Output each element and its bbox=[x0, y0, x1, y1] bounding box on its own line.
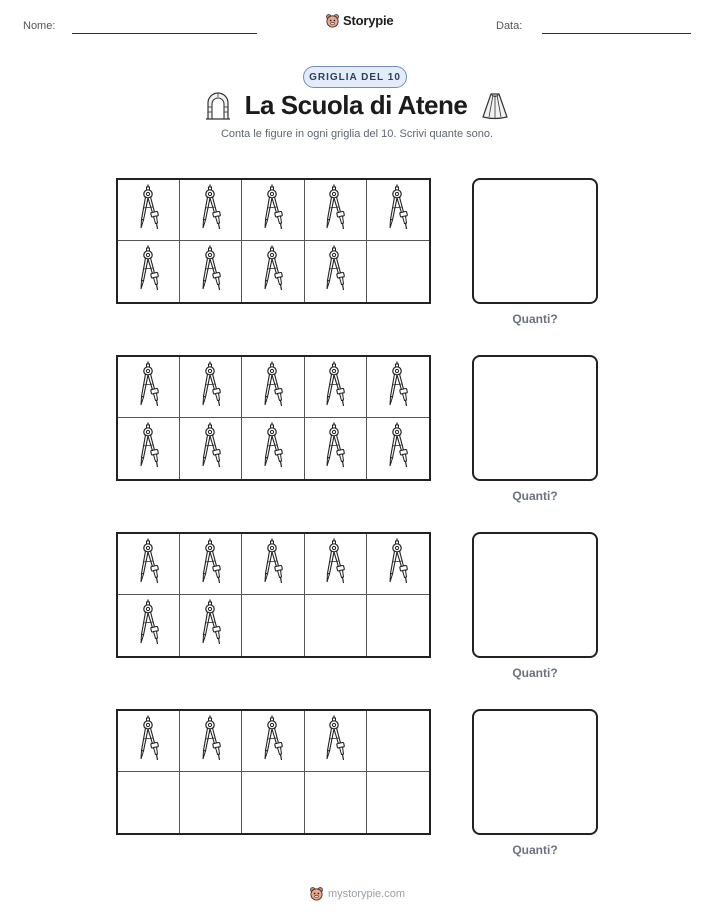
ten-frame-cell bbox=[118, 418, 180, 479]
ten-frame-cell bbox=[180, 595, 242, 656]
ten-frame-cell bbox=[305, 711, 367, 772]
ten-frame-cell bbox=[118, 595, 180, 656]
compass-icon bbox=[194, 538, 228, 591]
compass-icon bbox=[318, 184, 352, 237]
ten-frame-cell bbox=[367, 241, 429, 302]
ten-frame-cell bbox=[242, 772, 304, 833]
compass-icon bbox=[256, 184, 290, 237]
ten-frame-cell bbox=[118, 241, 180, 302]
answer-label-3: Quanti? bbox=[512, 666, 558, 680]
brand-name: Storypie bbox=[343, 13, 394, 28]
ten-frame-cell bbox=[180, 534, 242, 595]
name-label: Nome: bbox=[23, 20, 56, 32]
arch-icon bbox=[205, 92, 231, 120]
title-row bbox=[0, 90, 714, 121]
bear-icon bbox=[309, 886, 324, 901]
ten-frame-cell bbox=[118, 772, 180, 833]
worksheet-badge: GRIGLIA DEL 10 bbox=[303, 66, 407, 88]
compass-icon bbox=[256, 245, 290, 298]
date-line[interactable] bbox=[542, 33, 691, 34]
compass-icon bbox=[132, 245, 166, 298]
ten-frame-cell bbox=[367, 357, 429, 418]
ten-frame-cell bbox=[305, 595, 367, 656]
answer-box-4[interactable] bbox=[472, 709, 598, 835]
compass-icon bbox=[256, 422, 290, 475]
compass-icon bbox=[381, 422, 415, 475]
bear-icon bbox=[325, 13, 340, 28]
ten-frame-cell bbox=[367, 772, 429, 833]
instructions: Conta le figure in ogni griglia del 10. Scrivi quante sono. bbox=[220, 128, 494, 140]
answer-box-1[interactable] bbox=[472, 178, 598, 304]
compass-icon bbox=[318, 538, 352, 591]
ten-frame-cell bbox=[242, 180, 304, 241]
compass-icon bbox=[318, 361, 352, 414]
ten-frame-cell bbox=[305, 241, 367, 302]
ten-frame-cell bbox=[242, 418, 304, 479]
ten-frame-2 bbox=[116, 355, 431, 481]
brand-logo bbox=[325, 13, 393, 28]
ten-frame-cell bbox=[367, 711, 429, 772]
compass-icon bbox=[318, 422, 352, 475]
answer-label-4: Quanti? bbox=[512, 843, 558, 857]
answer-label-2: Quanti? bbox=[512, 489, 558, 503]
compass-icon bbox=[381, 361, 415, 414]
ten-frame-cell bbox=[305, 534, 367, 595]
ten-frame-cell bbox=[305, 357, 367, 418]
compass-icon bbox=[132, 599, 166, 652]
answer-label-1: Quanti? bbox=[512, 312, 558, 326]
compass-icon bbox=[132, 184, 166, 237]
ten-frame-cell bbox=[180, 711, 242, 772]
compass-icon bbox=[194, 184, 228, 237]
footer-url: mystorypie.com bbox=[327, 887, 406, 900]
footer bbox=[0, 886, 714, 901]
compass-icon bbox=[132, 538, 166, 591]
ten-frame-cell bbox=[118, 357, 180, 418]
compass-icon bbox=[318, 245, 352, 298]
ten-frame-cell bbox=[305, 772, 367, 833]
compass-icon bbox=[256, 538, 290, 591]
ten-frame-cell bbox=[305, 418, 367, 479]
date-label: Data: bbox=[496, 20, 523, 32]
ten-frame-cell bbox=[242, 241, 304, 302]
ten-frame-4 bbox=[116, 709, 431, 835]
page-title: La Scuola di Atene bbox=[244, 90, 468, 120]
answer-box-2[interactable] bbox=[472, 355, 598, 481]
compass-icon bbox=[194, 599, 228, 652]
compass-icon bbox=[132, 422, 166, 475]
ten-frame-cell bbox=[180, 357, 242, 418]
compass-icon bbox=[194, 245, 228, 298]
compass-icon bbox=[132, 715, 166, 768]
ten-frame-cell bbox=[367, 418, 429, 479]
compass-icon bbox=[256, 715, 290, 768]
compass-icon bbox=[256, 361, 290, 414]
ten-frame-cell bbox=[367, 595, 429, 656]
ten-frame-1 bbox=[116, 178, 431, 304]
ten-frame-cell bbox=[180, 772, 242, 833]
compass-icon bbox=[194, 361, 228, 414]
ten-frame-cell bbox=[305, 180, 367, 241]
ten-frame-cell bbox=[180, 418, 242, 479]
compass-icon bbox=[381, 184, 415, 237]
toga-icon bbox=[481, 92, 509, 120]
compass-icon bbox=[381, 538, 415, 591]
ten-frame-3 bbox=[116, 532, 431, 658]
ten-frame-cell bbox=[242, 534, 304, 595]
ten-frame-cell bbox=[180, 241, 242, 302]
ten-frame-cell bbox=[367, 534, 429, 595]
ten-frame-cell bbox=[118, 711, 180, 772]
name-line[interactable] bbox=[72, 33, 257, 34]
ten-frame-cell bbox=[118, 534, 180, 595]
ten-frame-cell bbox=[242, 595, 304, 656]
ten-frame-cell bbox=[367, 180, 429, 241]
ten-frame-cell bbox=[180, 180, 242, 241]
compass-icon bbox=[194, 422, 228, 475]
compass-icon bbox=[318, 715, 352, 768]
ten-frame-cell bbox=[118, 180, 180, 241]
answer-box-3[interactable] bbox=[472, 532, 598, 658]
compass-icon bbox=[194, 715, 228, 768]
ten-frame-cell bbox=[242, 357, 304, 418]
ten-frame-cell bbox=[242, 711, 304, 772]
compass-icon bbox=[132, 361, 166, 414]
